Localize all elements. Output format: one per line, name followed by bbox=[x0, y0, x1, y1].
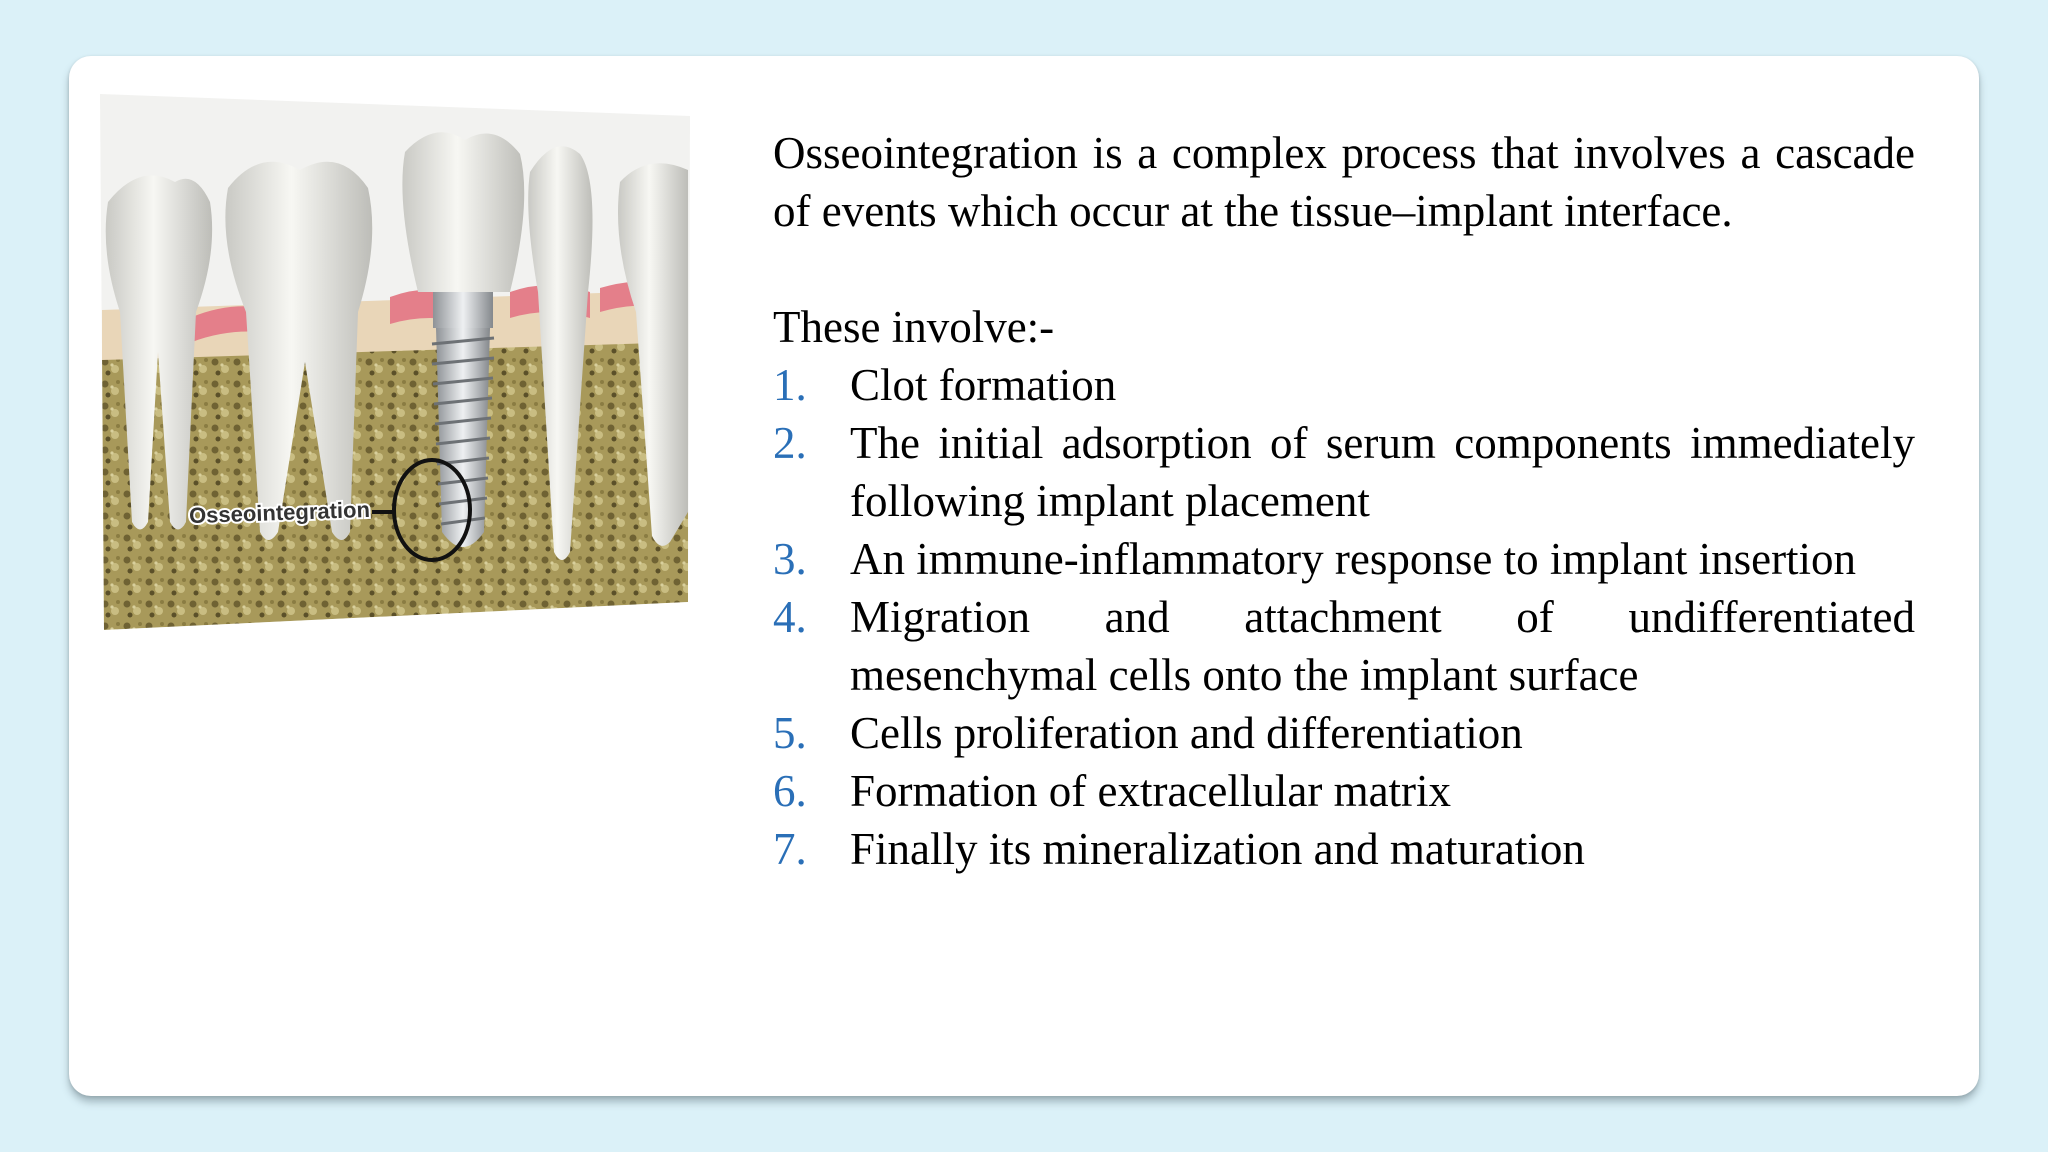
list-number: 2. bbox=[773, 418, 807, 468]
list-number: 3. bbox=[773, 534, 807, 584]
list-item-text: An immune-inflammatory response to implant insertion bbox=[850, 534, 1857, 584]
list-item-text: The initial adsorption of serum components immediately following implant placement bbox=[850, 418, 1915, 526]
implant-diagram bbox=[100, 92, 700, 792]
list-number: 7. bbox=[773, 824, 807, 874]
list-number: 1. bbox=[773, 360, 807, 410]
list-number: 6. bbox=[773, 766, 807, 816]
list-item-text: Migration and attachment of undifferentiated mesenchymal cells onto the implant surface bbox=[850, 592, 1915, 700]
list-item-text: Clot formation bbox=[850, 360, 1117, 410]
osseointegration-label: Osseointegration bbox=[188, 496, 371, 529]
process-steps-list bbox=[773, 356, 1915, 878]
list-item bbox=[773, 356, 1915, 414]
list-item bbox=[773, 530, 1915, 588]
list-item-text: Finally its mineralization and maturation bbox=[850, 824, 1585, 874]
list-item bbox=[773, 704, 1915, 762]
list-item-text: Cells proliferation and differentiation bbox=[850, 708, 1523, 758]
list-item bbox=[773, 820, 1915, 878]
list-item-text: Formation of extracellular matrix bbox=[850, 766, 1452, 816]
list-item bbox=[773, 762, 1915, 820]
dental-implant-illustration bbox=[100, 92, 700, 792]
text-content bbox=[773, 124, 1915, 878]
list-item bbox=[773, 588, 1915, 704]
list-lead: These involve:- bbox=[773, 302, 1055, 352]
list-number: 4. bbox=[773, 592, 807, 642]
reflection-fade bbox=[100, 602, 690, 792]
intro-paragraph: Osseointegration is a complex process that involves a cascade of events which occur at the tissue–implant interface. bbox=[773, 128, 1915, 236]
implant-abutment bbox=[433, 292, 493, 328]
list-item bbox=[773, 414, 1915, 530]
implant-crown bbox=[402, 132, 524, 292]
list-number: 5. bbox=[773, 708, 807, 758]
